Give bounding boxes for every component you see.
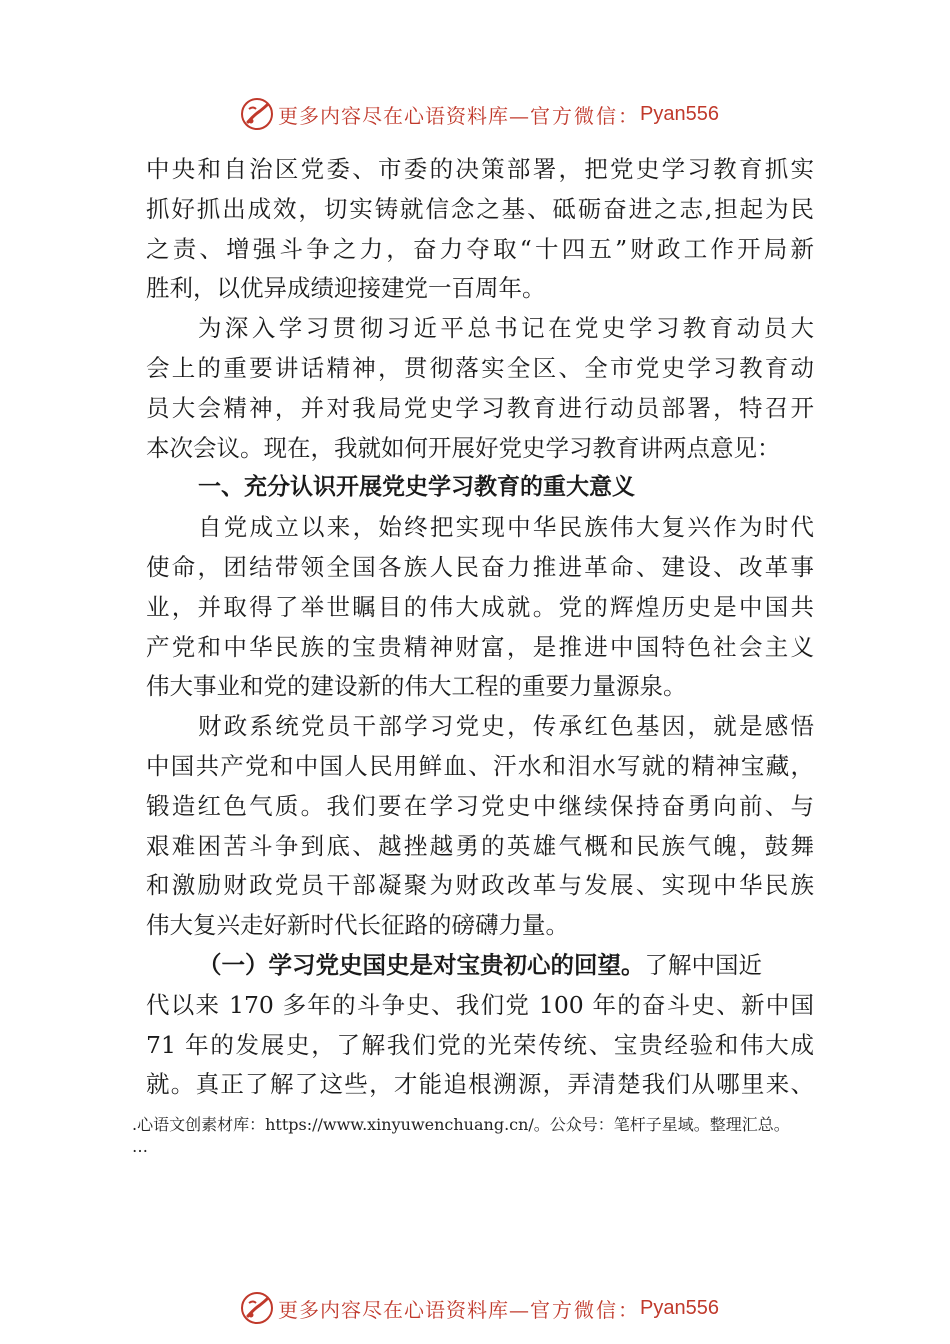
text-line: 业，并取得了举世瞩目的伟大成就。党的辉煌历史是中国共 <box>146 592 814 621</box>
brush-logo-icon <box>240 1291 274 1325</box>
text-line: 财政系统党员干部学习党史，传承红色基因，就是感悟 <box>198 712 814 741</box>
banner-text: 更多内容尽在心语资料库— <box>278 1297 530 1322</box>
text-line: 锻造红色气质。我们要在学习党史中继续保持奋勇向前、与 <box>146 791 814 820</box>
banner-wechat-label: 官方微信： <box>530 103 640 128</box>
text-line: 胜利，以优异成绩迎接建党一百周年。 <box>146 274 546 303</box>
document-body <box>146 150 814 1105</box>
text-line: 和激励财政党员干部凝聚为财政改革与发展、实现中华民族 <box>146 871 814 900</box>
paragraph <box>146 946 814 1105</box>
text-line: 伟大复兴走好新时代长征路的磅礴力量。 <box>146 911 569 940</box>
footer-banner <box>240 1290 719 1326</box>
footer-note-line: .心语文创素材库：https://www.xinyuwenchuang.cn/。公众号：笔杆子星域。整理汇总。 <box>132 1115 790 1134</box>
paragraph <box>146 707 814 946</box>
text-line: 使命，团结带领全国各族人民奋力推进革命、建设、改革事 <box>146 552 814 581</box>
footer-note-ellipsis: … <box>132 1137 148 1156</box>
banner-text: 更多内容尽在心语资料库— <box>278 103 530 128</box>
text-line: 伟大事业和党的建设新的伟大工程的重要力量源泉。 <box>146 672 687 701</box>
text-line: 艰难困苦斗争到底、越挫越勇的英雄气概和民族气魄，鼓舞 <box>146 831 814 860</box>
header-banner <box>240 96 719 132</box>
text-line: 产党和中华民族的宝贵精神财富，是推进中国特色社会主义 <box>146 632 814 661</box>
banner-wechat-id: Pyan556 <box>640 102 719 125</box>
paragraph <box>146 150 814 309</box>
text-line: 代以来 170 多年的斗争史、我们党 100 年的奋斗史、新中国 <box>146 990 814 1019</box>
text-line: 本次会议。现在，我就如何开展好党史学习教育讲两点意见： <box>146 433 781 462</box>
text-line: 中央和自治区党委、市委的决策部署，把党史学习教育抓实 <box>146 155 814 183</box>
banner-wechat-id: Pyan556 <box>640 1296 719 1319</box>
paragraph <box>146 508 814 707</box>
subsection-heading: （一）学习党史国史是对宝贵初心的回望。 <box>198 950 645 979</box>
banner-wechat-label: 官方微信： <box>530 1297 640 1322</box>
text-line: 就。真正了解了这些，才能追根溯源，弄清楚我们从哪里来、 <box>146 1070 814 1099</box>
text-line <box>146 946 814 986</box>
text-line: 员大会精神，并对我局党史学习教育进行动员部署，特召开 <box>146 393 814 422</box>
text-line: 抓好抓出成效，切实铸就信念之基、砥砺奋进之志,担起为民 <box>146 194 814 223</box>
footer-note <box>132 1114 790 1158</box>
text-line: 71 年的发展史，了解我们党的光荣传统、宝贵经验和伟大成 <box>146 1030 814 1059</box>
text-fragment: 了解中国近 <box>644 950 762 979</box>
text-line: 自党成立以来，始终把实现中华民族伟大复兴作为时代 <box>198 513 814 542</box>
section-heading: 一、充分认识开展党史学习教育的重大意义 <box>198 474 635 501</box>
text-line: 会上的重要讲话精神，贯彻落实全区、全市党史学习教育动 <box>146 353 814 382</box>
brush-logo-icon <box>240 97 274 131</box>
text-line: 之责、增强斗争之力，奋力夺取“十四五”财政工作开局新 <box>146 234 814 263</box>
text-line: 中国共产党和中国人民用鲜血、汗水和泪水写就的精神宝藏， <box>146 751 814 780</box>
text-line: 为深入学习贯彻习近平总书记在党史学习教育动员大 <box>198 314 814 343</box>
paragraph <box>146 309 814 468</box>
